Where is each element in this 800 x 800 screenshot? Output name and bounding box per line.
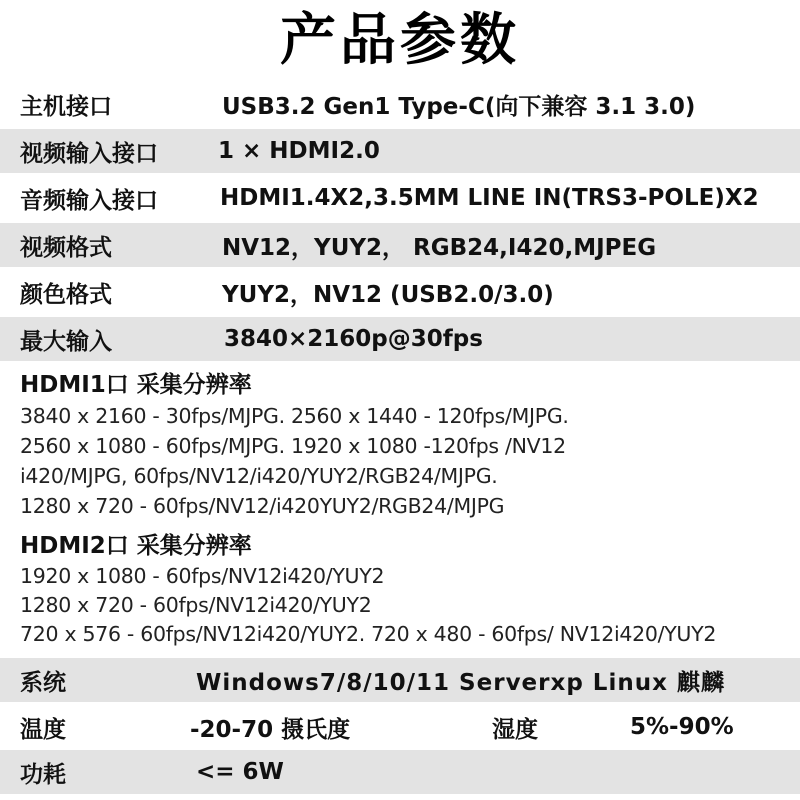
spec-label: 功耗 bbox=[20, 761, 66, 788]
spec-label: 系统 bbox=[20, 669, 66, 696]
hdmi1-line: i420/MJPG, 60fps/NV12/i420/YUY2/RGB24/MJPG. bbox=[20, 464, 498, 488]
spec-row-video-format bbox=[0, 223, 800, 267]
spec-row-color-format bbox=[0, 270, 800, 314]
spec-label: 主机接口 bbox=[20, 93, 112, 120]
hdmi2-line: 1280 x 720 - 60fps/NV12i420/YUY2 bbox=[20, 593, 372, 617]
spec-label: 视频格式 bbox=[20, 234, 112, 261]
humidity-label: 湿度 bbox=[492, 716, 538, 743]
spec-value: 3840×2160p@30fps bbox=[224, 326, 483, 352]
hdmi2-resolution-section bbox=[20, 530, 790, 649]
temperature-label: 温度 bbox=[20, 716, 66, 743]
spec-row-audio-input bbox=[0, 176, 800, 220]
spec-value: 1 × HDMI2.0 bbox=[218, 138, 380, 164]
humidity-value: 5%-90% bbox=[630, 714, 734, 740]
hdmi1-line: 2560 x 1080 - 60fps/MJPG. 1920 x 1080 -120fps /NV12 bbox=[20, 434, 566, 458]
temperature-value: -20-70 摄氏度 bbox=[190, 716, 351, 743]
spec-row-max-input bbox=[0, 317, 800, 361]
hdmi2-line: 720 x 576 - 60fps/NV12i420/YUY2. 720 x 480 - 60fps/ NV12i420/YUY2 bbox=[20, 622, 717, 646]
hdmi2-line: 1920 x 1080 - 60fps/NV12i420/YUY2 bbox=[20, 564, 385, 588]
spec-row-environment bbox=[0, 705, 800, 749]
spec-value: YUY2，NV12 (USB2.0/3.0) bbox=[222, 281, 554, 308]
spec-value: <= 6W bbox=[196, 759, 284, 785]
hdmi1-resolution-section bbox=[20, 369, 790, 521]
spec-value: NV12，YUY2， RGB24,I420,MJPEG bbox=[222, 234, 657, 261]
hdmi1-line: 3840 x 2160 - 30fps/MJPG. 2560 x 1440 - 120fps/MJPG. bbox=[20, 404, 569, 428]
hdmi2-heading: HDMI2口 采集分辨率 bbox=[20, 533, 252, 559]
spec-value: USB3.2 Gen1 Type-C(向下兼容 3.1 3.0) bbox=[222, 93, 696, 120]
spec-label: 最大输入 bbox=[20, 328, 112, 355]
spec-label: 视频输入接口 bbox=[20, 140, 158, 167]
spec-value: Windows7/8/10/11 Serverxp Linux 麒麟 bbox=[196, 669, 725, 696]
spec-row-host-interface bbox=[0, 82, 800, 126]
spec-row-power bbox=[0, 750, 800, 794]
spec-row-system bbox=[0, 658, 800, 702]
spec-row-video-input bbox=[0, 129, 800, 173]
hdmi1-heading: HDMI1口 采集分辨率 bbox=[20, 372, 252, 398]
hdmi1-line: 1280 x 720 - 60fps/NV12/i420YUY2/RGB24/MJPG bbox=[20, 494, 505, 518]
spec-label: 音频输入接口 bbox=[20, 187, 158, 214]
page-title: 产品参数 bbox=[280, 8, 520, 73]
spec-value: HDMI1.4X2,3.5MM LINE IN(TRS3-POLE)X2 bbox=[220, 185, 759, 211]
spec-label: 颜色格式 bbox=[20, 281, 112, 308]
